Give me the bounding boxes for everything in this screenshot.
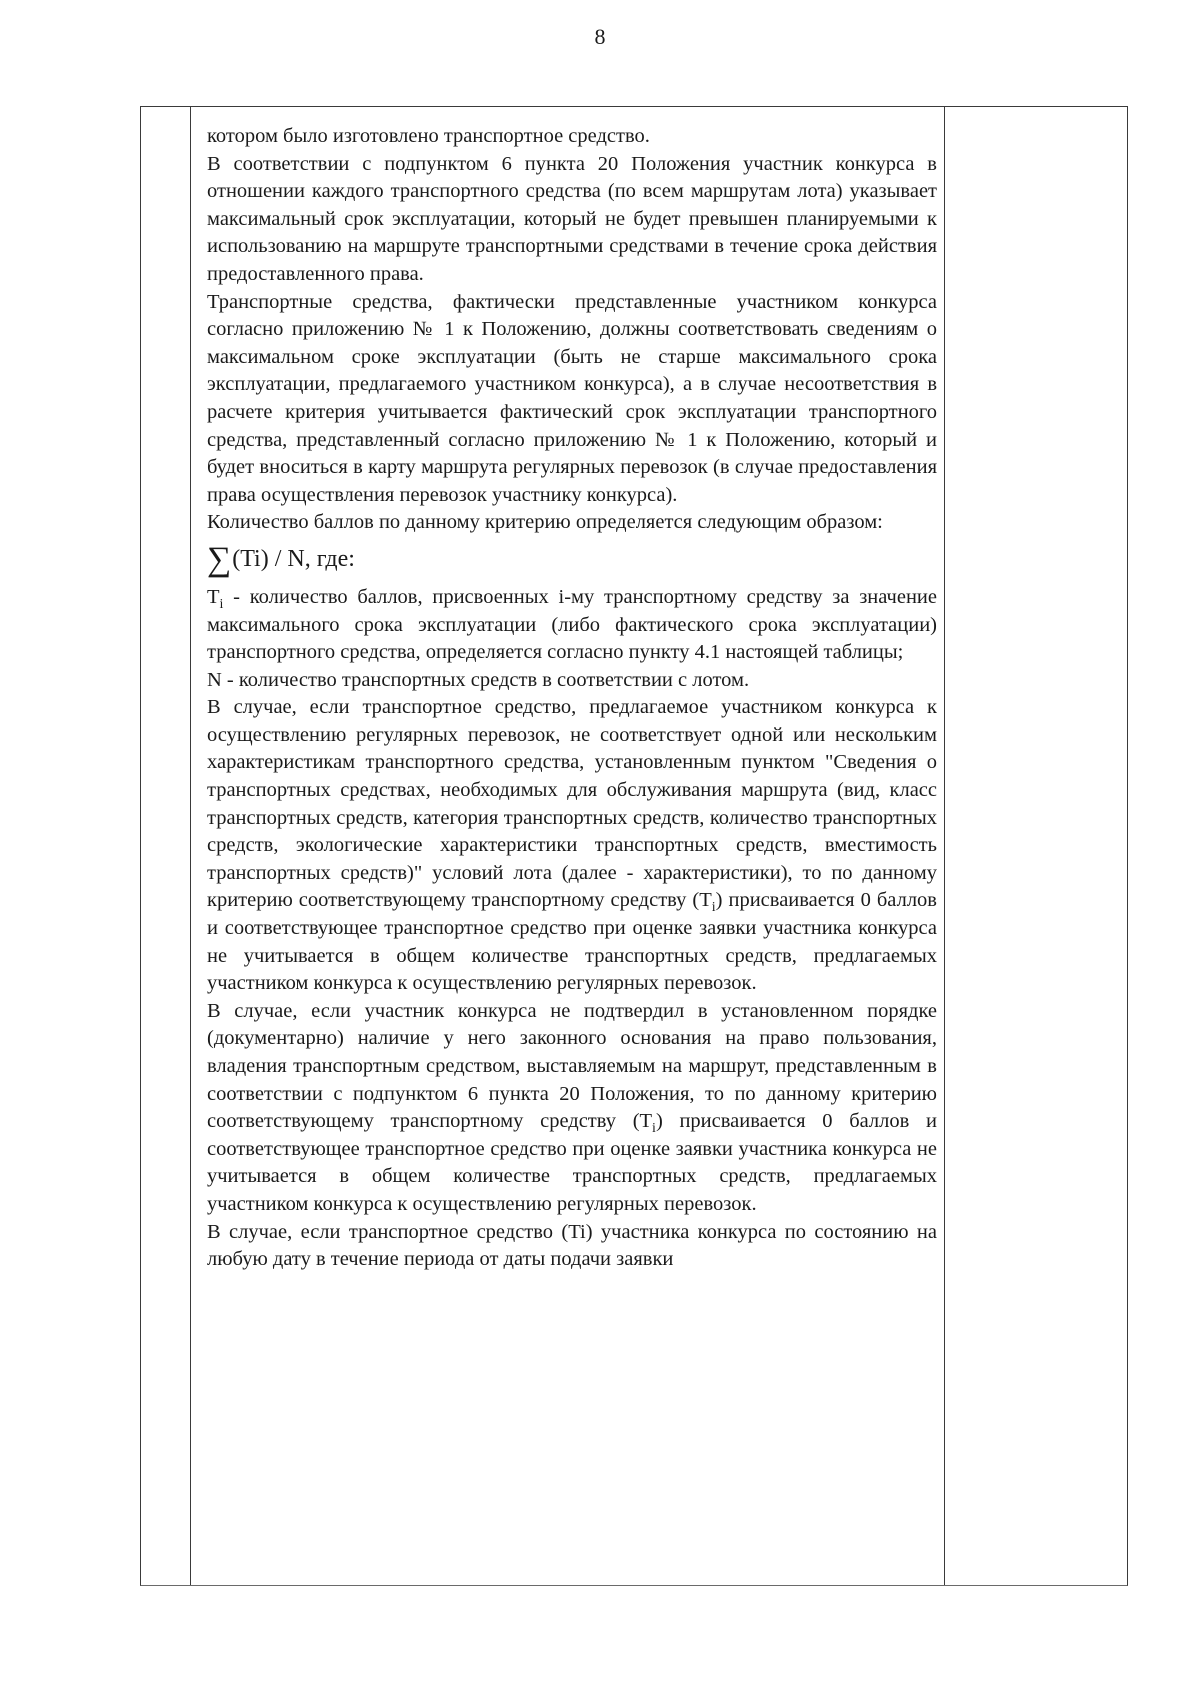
noncompliant-text-b: ) присваивается 0 баллов и соответствующее транспортное средство при оценке заявки участника конкурса не учитывается в общем количестве транспортных средств, предлагаемых участником конкурса к осуществлению регулярных перевозок. (207, 889, 937, 995)
table-text-cell (207, 123, 937, 1274)
ti-subscript: i (219, 597, 224, 612)
formula-text: (Ti) / N, где: (232, 545, 355, 572)
paragraph-vehicle-status-start: В случае, если транспортное средство (Ti) участника конкурса по состоянию на любую дату в течение периода от даты подачи заявки (207, 1220, 937, 1271)
paragraph-actual-vehicles: Транспортные средства, фактически представленные участником конкурса согласно приложению № 1 к Положению, должны соответствовать сведениям о максимальном сроке эксплуатации (быть не старше максимального срока эксплуатации, предлагаемого участником конкурса), а в случае несоответствия в расчете критерия учитывается фактический срок эксплуатации транспортного средства, представленный согласно приложению № 1 к Положению, который и будет вноситься в карту маршрута регулярных перевозок (в случае предоставления права осуществления перевозок участнику конкурса). (207, 290, 937, 506)
paragraph-score-method: Количество баллов по данному критерию определяется следующим образом: (207, 511, 883, 534)
ti-symbol: T (207, 585, 220, 608)
noncompliant-text-a: В случае, если транспортное средство, предлагаемое участником конкурса к осуществлению регулярных перевозок, не соответствует одной или нескольким характеристикам транспортного средства, установленным пунктом "Сведения о транспортных средствах, необходимых для обслуживания маршрута (вид, класс транспортных средств, категория транспортных средств, количество транспортных средств, экологические характеристики транспортных средств, вместимость транспортных средств)" условий лота (далее - характеристики), то по данному критерию соответствующему транспортному средству (T (207, 696, 937, 912)
criteria-table (140, 106, 1128, 1586)
score-formula (207, 539, 937, 580)
ownership-text-b: ) присваивается 0 баллов и соответствующее транспортное средство при оценке заявки участника конкурса не учитывается в общем количестве транспортных средств, предлагаемых участником конкурса к осуществлению регулярных перевозок. (207, 1110, 937, 1215)
paragraph-ti-definition (207, 584, 937, 667)
paragraph-max-service-life: В соответствии с подпунктом 6 пункта 20 Положения участник конкурса в отношении каждого транспортного средства (по всем маршрутам лота) указывает максимальный срок эксплуатации, который не будет превышен планируемыми к использованию на маршруте транспортными средствами в течение срока действия предоставленного права. (207, 152, 937, 285)
paragraph-noncompliant-vehicle (207, 694, 937, 998)
paragraph-continuation: котором было изготовлено транспортное средство. (207, 125, 650, 147)
paragraph-unconfirmed-ownership (207, 998, 937, 1219)
ownership-subscript: i (652, 1121, 656, 1137)
paragraph-n-definition: N - количество транспортных средств в соответствии с лотом. (207, 668, 750, 691)
sigma-symbol: ∑ (207, 540, 232, 578)
page-number: 8 (594, 24, 606, 49)
noncompliant-subscript: i (711, 900, 716, 916)
ti-definition-text: - количество баллов, присвоенных i-му транспортному средству за значение максимального срока эксплуатации (либо фактического срока эксплуатации) транспортного средства, определяется согласно пункту 4.1 настоящей таблицы; (207, 585, 937, 664)
table-column-divider-left (190, 107, 191, 1585)
ownership-text-a: В случае, если участник конкурса не подтвердил в установленном порядке (документарно) наличие у него законного основания на право пользования, владения транспортным средством, выставляемым на маршрут, представленным в соответствии с подпунктом 6 пункта 20 Положения, то по данному критерию соответствующему транспортному средству (T (207, 999, 937, 1133)
table-column-divider-right (944, 107, 945, 1585)
